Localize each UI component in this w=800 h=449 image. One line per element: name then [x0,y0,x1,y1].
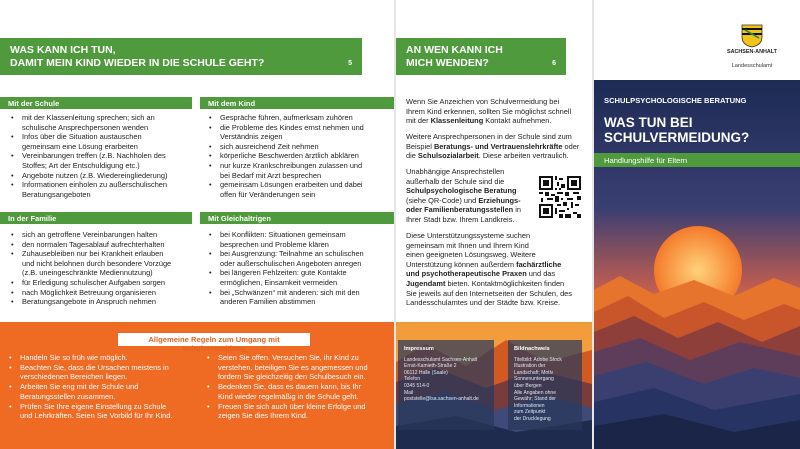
list-item: Beratungsangeboten [22,189,91,199]
list-item: • gemeinsam Lösungen erarbeiten und dabei [206,180,394,190]
text-line [406,196,541,206]
list-item: • Prüfen Sie Ihre eigene Einstellung zu Schule [6,402,198,412]
cover-title-line1: WAS TUN BEI [604,115,693,130]
bildnachweis-line: Illustration der [514,363,546,370]
cover-header [594,0,800,80]
text-bold: fachärztliche [516,259,562,269]
list-item: • Zuhausebleiben nur bei Krankheit erlauben [8,249,198,259]
list-item: verschiedenen Bereichen liegen. [20,372,128,382]
text-bold: oder Familienberatungsstellen [406,205,514,215]
impressum-line: 0345 514-0 [404,382,430,389]
text-run: Unterstützung können außerdem [406,259,517,269]
list-item: anderen Familien abstimmen [220,297,316,307]
list-item: und Lehrkräften. Seien Sie Vorbild für Ihr Kind. [20,411,173,421]
text-bold: und psychotherapeutische Praxen [406,269,527,279]
bildnachweis-line: Alle Angaben ohne [514,389,556,396]
text-line: Wenn Sie Anzeichen von Schulvermeidung bei [406,97,560,106]
general-rules-right [204,353,392,421]
text-bold: Erziehungs- [478,195,521,205]
list-item: und nicht belohnen durch besondere Vorzüge [22,258,172,268]
bildnachweis-title: Bildnachweis [514,346,550,352]
list-item: • körperliche Beschwerden ärztlich abklären [206,151,394,161]
section-title-gleichaltrige: Mit Gleichaltrigen [200,212,394,224]
list-item: • bei Ausgrenzung: Teilnahme an schulischen [206,249,394,259]
text-run: (siehe QR-Code) und [406,195,479,205]
list-gleichaltrige [206,230,394,307]
text-line: einen geeigneten Lösungsweg. Weitere [406,250,536,260]
general-rules-left [6,353,198,421]
list-schule [8,113,194,199]
text-line: Diese Unterstützungssysteme suchen [406,231,531,240]
list-item: fordern Sie gleichzeitig den Schulbesuch ein. [218,372,366,382]
coat-of-arms-icon [741,24,763,48]
cover-subtitle: Handlungshilfe für Eltern [594,153,800,167]
text-run: bieten. Kontaktmöglichkeiten finden [445,278,565,288]
list-item: Verständnis zeigen [220,132,283,142]
bildnachweis-line: Informationen [514,402,545,409]
text-run: und das [526,269,556,279]
list-item: offen für Veränderungen sein [220,189,316,199]
text-line: Unabhängige Ansprechstellen [406,167,505,176]
list-item: bei Bedarf mit Arzt besprechen [220,170,322,180]
text-line [406,260,590,270]
authority-name: Landesschulamt [731,63,773,69]
impressum-line: Ernst-Kamieth-Straße 2 [404,363,457,370]
bildnachweis-box [508,340,582,430]
text-run: Beispiel [406,141,434,151]
text-line: gemeinsam mit Ihnen und Ihrem Kind [406,240,529,250]
paragraph-unabhaengige-stellen [406,167,541,225]
list-item: • Beachten Sie, dass die Ursachen meistens in [6,363,198,373]
text-run: oder [562,141,580,151]
list-item: • Infos über die Situation austauschen [8,132,194,142]
paragraph-klassenleitung [406,97,590,126]
text-line [406,186,541,196]
text-line [406,269,590,279]
qr-code[interactable] [539,176,581,218]
text-bold: Beratungs- und Vertrauenslehrkräfte [433,141,563,151]
general-rules-box [0,322,394,449]
list-item: Kind wieder regelmäßig in die Schule geht. [218,391,359,401]
list-item: besprechen und Probleme klären [220,239,329,249]
list-item: • bei Konflikten: Situationen gemeinsam [206,230,394,240]
list-item: • nur kurze Krankschreibungen zulassen und [206,161,394,171]
list-item: schulische Ansprechpersonen wenden [22,122,149,132]
list-item: verstehen, beteiligen Sie es angemessen und [218,362,368,372]
section-title-kind: Mit dem Kind [200,97,394,109]
list-item: • sich ausreichend Zeit nehmen [206,142,394,152]
text-bold: Jugendamt [406,278,446,288]
impressum-title: Impressum [404,346,434,352]
bildnachweis-line: über Bergen [514,382,542,389]
text-line [406,151,590,161]
text-bold: Klassenleitung [430,116,484,126]
impressum-line: Mail [404,389,414,396]
impressum-line[interactable]: poststelle@lsa.sachsen-anhalt.de [404,396,479,403]
general-rules-title: Allgemeine Regeln zum Umgang mit Schulvermeidung [118,333,310,346]
panel2-heading-line1: AN WEN KANN ICH [406,44,503,56]
bildnachweis-line: Gewähr; Stand der [514,396,556,403]
list-item: • Handeln Sie so früh wie möglich. [6,353,198,363]
text-line [406,116,590,126]
text-line: Ihrer Stadt bzw. Ihrem Landkreis. [406,214,515,224]
bildnachweis-line: der Drucklegung [514,415,551,422]
panel2-heading-band [396,38,566,75]
list-item: ermöglichen, Einsamkeit vermeiden [220,277,338,287]
text-line: Ihrem Kind erkennen, sollten Sie möglichst schnell [406,106,572,116]
text-line: Landesschulamtes und der Städte bzw. Kreise. [406,298,561,308]
panel1-heading-line1: WAS KANN ICH TUN, [10,44,116,56]
list-item: • Vereinbarungen treffen (z.B. Nachholen des [8,151,194,161]
impressum-line: Landesschulamt Sachsen-Anhalt [404,356,478,363]
impressum-box [398,340,494,430]
text-line [406,142,590,152]
section-title-schule: Mit der Schule [0,97,192,109]
list-item: • Angebote nutzen (z.B. Wiedereingliederung) [8,171,194,181]
panel-schulvermeidung-massnahmen [0,0,394,449]
list-item: • nach Möglichkeit Betreuung organisieren [8,288,198,298]
list-item: • mit der Klassenleitung sprechen; sich an [8,113,194,123]
list-item: • sich an getroffene Vereinbarungen halten [8,230,198,240]
list-item: • Informationen einholen zu außerschulischen [8,180,194,190]
text-run: die [406,151,418,161]
state-logo-text: SACHSEN-ANHALT [727,49,777,55]
bildnachweis-line: Sonnenuntergang [514,376,554,383]
bildnachweis-line: zum Zeitpunkt [514,409,546,416]
text-line [406,279,590,289]
panel2-heading-line2: MICH WENDEN? [406,57,489,69]
text-run: in [513,205,522,215]
page-number-5: 5 [348,60,352,67]
list-item: Beratungsstellen zusammen. [20,391,116,401]
text-run: Kontakt aufnehmen. [483,116,552,126]
cover-title-line2: SCHULVERMEIDUNG? [604,130,750,145]
bildnachweis-line: Titelbild: Adobe Stock [514,356,562,363]
text-bold: Schulsozialarbeit [417,151,479,161]
list-item: gemeinsam eine Lösung erarbeiten [22,141,138,151]
list-item: zeigen Sie dies Ihrem Kind. [218,411,308,421]
list-item: • Gespräche führen, aufmerksam zuhören [206,113,394,123]
section-title-familie: In der Familie [0,212,192,224]
paragraph-unterstuetzung [406,231,590,308]
list-item: • bei „Schwänzen“ mit anderen: sich mit den [206,288,394,298]
bildnachweis-line: Landschaft; Motiv [514,369,554,376]
list-kind [206,113,394,199]
list-item: • Bedenken Sie, dass es dauern kann, bis Ihr [204,382,392,392]
list-familie [8,230,198,307]
panel1-heading-band [0,38,362,75]
impressum-line: 06112 Halle (Saale) [404,369,448,376]
cover-title [604,115,749,145]
text-line: außerhalb der Schule sind die [406,176,505,186]
panel1-heading-line2: DAMIT MEIN KIND WIEDER IN DIE SCHULE GEHT? [10,57,265,69]
text-run: . Diese arbeiten vertraulich. [478,151,569,161]
list-item: • Beratungsangebote in Anspruch nehmen [8,297,198,307]
list-item: • den normalen Tagesablauf aufrechterhalten [8,240,198,250]
text-bold: Schulpsychologische Beratung [406,186,517,196]
text-line: Weitere Ansprechpersonen in der Schule sind zum [406,132,572,141]
list-item: • bei längeren Fehlzeiten: gute Kontakte [206,268,394,278]
page-number-6: 6 [552,60,556,67]
list-item: • Seien Sie offen. Versuchen Sie, ihr Kind zu [204,353,392,363]
list-item: • für Erledigung schulischer Aufgaben sorgen [8,278,198,288]
list-item: oder außerschulischen Angeboten anregen [220,258,362,268]
paragraph-ansprechpersonen [406,132,590,161]
cover-kicker: SCHULPSYCHOLOGISCHE BERATUNG [604,96,747,105]
impressum-line: Telefon [404,376,421,383]
list-item: (z.B. uneingeschränkte Mediennutzung) [22,268,153,278]
list-item: • die Probleme des Kindes ernst nehmen und [206,123,394,133]
panel-cover [594,0,800,449]
list-item: • Freuen Sie sich auch über kleine Erfolge und [204,402,392,412]
text-run: mit der [406,116,431,126]
list-item: Stoffes; Art der Entschuldigung etc.) [22,160,140,170]
list-item: • Arbeiten Sie eng mit der Schule und [6,382,198,392]
text-line: Sie jeweils auf den Internetseiten der Schulen, des [406,288,572,298]
